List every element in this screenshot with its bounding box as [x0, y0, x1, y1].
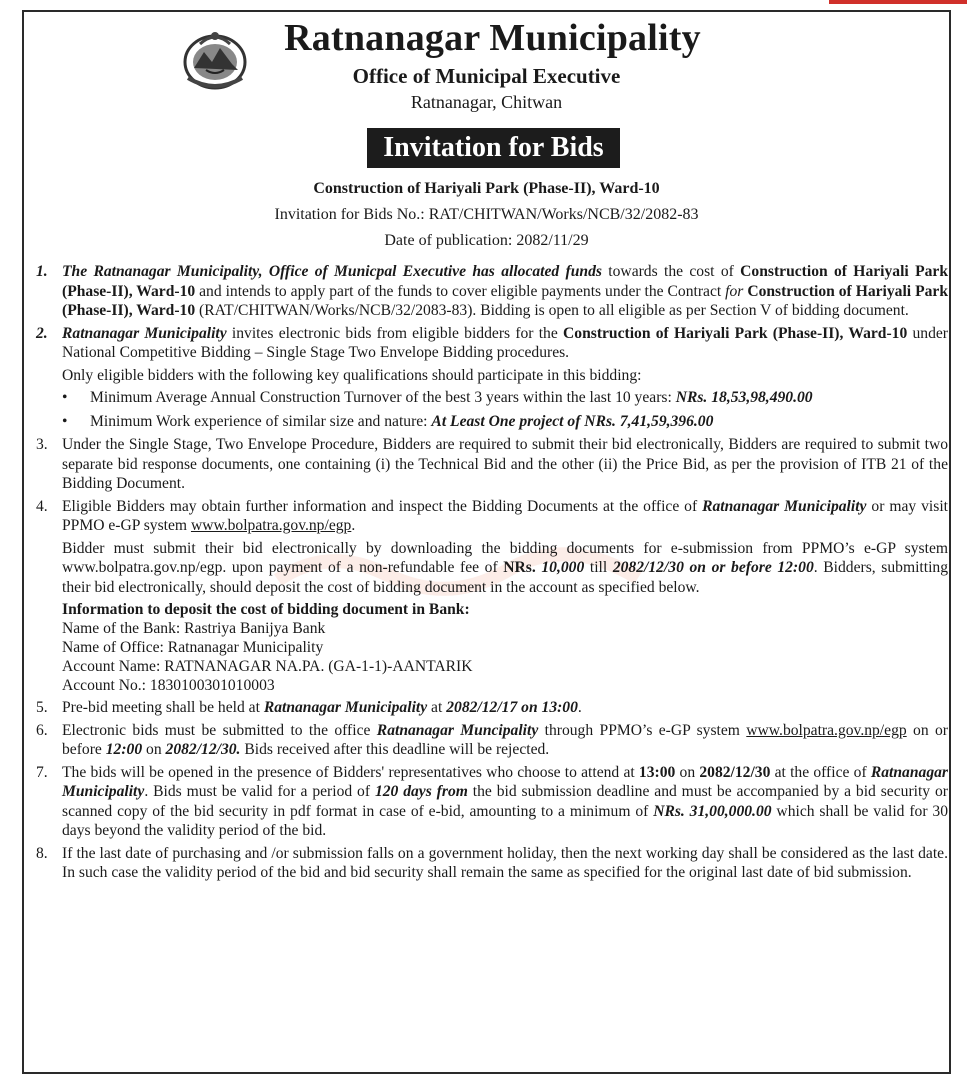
clause-number: 1.: [36, 263, 48, 280]
project-title: Construction of Hariyali Park (Phase-II), Ward-10: [313, 180, 660, 197]
clause-number: 2.: [36, 324, 48, 342]
invitation-banner: Invitation for Bids: [367, 128, 620, 168]
clause-1: [36, 262, 948, 321]
bank-name: Name of the Bank: Rastriya Banijya Bank: [62, 620, 326, 637]
clause-text: Under the Single Stage, Two Envelope Procedure, Bidders are required to submit their bid electronically, Bidders are required to submit two separate bid response documents, one containing (i) the Technical Bid and the other (ii) the Price Bid, as per the provision of ITB 21 of the Bidding Document.: [62, 436, 948, 492]
office-location: Ratnanagar, Chitwan: [410, 92, 563, 112]
clause-number: 5.: [36, 699, 48, 716]
clause-text: Ratnanagar Municipality invites electronic bids from eligible bidders for the Construction of Hariyali Park (Phase-II), Ward-10 under National Competitive Bidding – Single Stage Two Envelope Bidding procedures.: [62, 324, 948, 361]
clause-text: The Ratnanagar Municipality, Office of Municpal Executive has allocated funds towards the cost of Construction of Hariyali Park (Phase-II), Ward-10 and intends to apply part of the funds to cover eligible payments under the Contract for Construction of Hariyali Park (Phase-II), Ward-10 (RAT/CHITWAN/Works/NCB/32/2083-83). Bidding is open to all eligible as per Section V of bidding document.: [62, 263, 948, 319]
clause-7: [36, 763, 948, 841]
clause-4: [36, 497, 948, 536]
qualification-bullet: • Minimum Work experience of similar size and nature: At Least One project of NRs. 7,41,59,396.00: [62, 412, 714, 430]
clause-text: The bids will be opened in the presence of Bidders' representatives who choose to attend at 13:00 on 2082/12/30 at the office of Ratnanagar Municipality. Bids must be valid for a period of 120 days from the bid submission deadline and must be accompanied by a bid security or scanned copy of the bid security in pdf format in case of e-bid, amounting to a minimum of NRs. 31,00,000.00 which shall be valid for 30 days beyond the validity period of the bid.: [62, 763, 948, 839]
account-name: Account Name: RATNANAGAR NA.PA. (GA-1-1)-AANTARIK: [62, 658, 473, 675]
office-name: Office of Municipal Executive: [352, 64, 621, 88]
clause-text: Eligible Bidders may obtain further information and inspect the Bidding Documents at the office of Ratnanagar Municipality or may visit PPMO e-GP system www.bolpatra.gov.np/egp.: [62, 497, 948, 534]
notice-body: [36, 262, 948, 886]
clause-number: 8.: [36, 844, 48, 862]
publication-date: Date of publication: 2082/11/29: [384, 232, 589, 249]
clause-8: [36, 844, 948, 883]
top-red-tab: [829, 0, 967, 4]
clause-text: Electronic bids must be submitted to the office Ratnanagar Muncipality through PPMO’s e-GP system www.bolpatra.gov.np/egp on or before 12:00 on 2082/12/30. Bids received after this deadline will be rejected.: [62, 721, 948, 758]
clause-2: [36, 324, 948, 363]
clause-number: 6.: [36, 721, 48, 739]
clause-3: [36, 435, 948, 494]
bullet-icon: •: [62, 412, 68, 430]
municipality-name: Ratnanagar Municipality: [284, 17, 701, 59]
qualification-bullet: • Minimum Average Annual Construction Turnover of the best 3 years within the last 10 years: NRs. 18,53,98,490.00: [62, 389, 813, 406]
account-number: Account No.: 1830100301010003: [62, 677, 275, 694]
egp-link[interactable]: www.bolpatra.gov.np/egp: [190, 517, 352, 534]
clause-text: Pre-bid meeting shall be held at Ratnanagar Municipality at 2082/12/17 on 13:00.: [62, 699, 582, 716]
office-name-line: Name of Office: Ratnanagar Municipality: [62, 639, 324, 656]
qualification-intro: Only eligible bidders with the following key qualifications should participate in this bidding:: [62, 366, 642, 384]
clause-text: If the last date of purchasing and /or submission falls on a government holiday, then the next working day shall be considered as the last date. In such case the validity period of the bid and bid security shall remain the same as specified for the original last date of bid submission.: [62, 844, 948, 881]
egp-link[interactable]: www.bolpatra.gov.np/egp: [746, 721, 907, 739]
clause-number: 7.: [36, 763, 48, 781]
clause-5: [36, 698, 948, 718]
bank-heading: Information to deposit the cost of bidding document in Bank:: [62, 601, 470, 618]
clause-6: [36, 721, 948, 760]
bullet-icon: •: [62, 389, 68, 406]
bank-details: [62, 600, 948, 695]
clause-number: 4.: [36, 497, 48, 515]
clause-number: 3.: [36, 436, 48, 453]
submission-instructions: Bidder must submit their bid electronically by downloading the bidding documents for e-submission from PPMO’s e-GP system www.bolpatra.gov.np/egp. upon payment of a non-refundable fee of NRs. 10,000 till 2082/12/30 on or before 12:00. Bidders, submitting their bid electronically, should deposit the cost of bidding document in the account as specified below.: [62, 539, 948, 596]
ifb-number: Invitation for Bids No.: RAT/CHITWAN/Works/NCB/32/2082-83: [274, 206, 699, 223]
